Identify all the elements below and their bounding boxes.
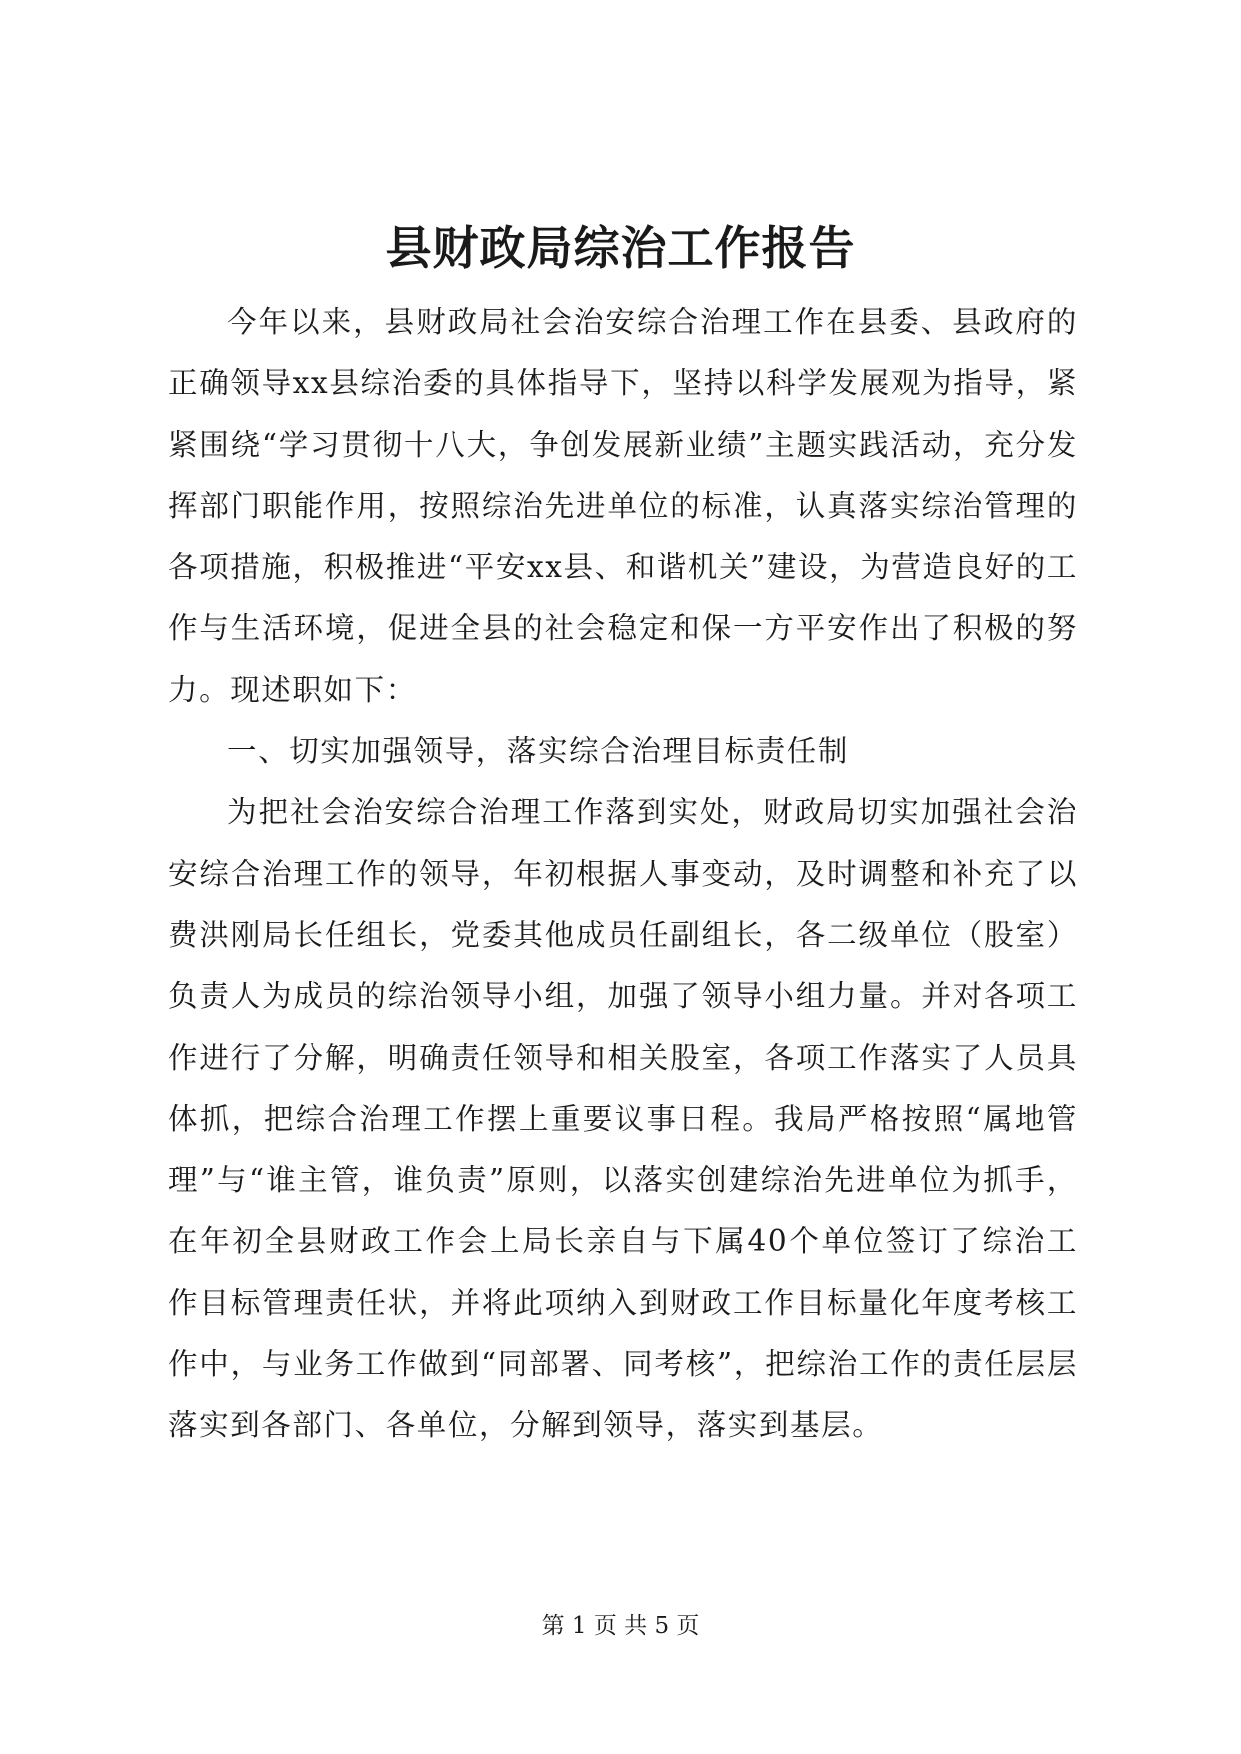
page-number-footer: 第 1 页 共 5 页 [541, 1613, 700, 1639]
document-body [168, 292, 1078, 1457]
document-title: 县财政局综治工作报告 [385, 221, 856, 275]
section-heading-1: 一、切实加强领导，落实综合治理目标责任制 [227, 734, 850, 769]
intro-paragraph: 今年以来，县财政局社会治安综合治理工作在县委、县政府的正确领导xx县综治委的具体指导下，坚持以科学发展观为指导，紧紧围绕“学习贯彻十八大，争创发展新业绩”主题实践活动，充分发挥部门职能作用，按照综治先进单位的标准，认真落实综治管理的各项措施，积极推进“平安xx县、和谐机关”建设，为营造良好的工作与生活环境，促进全县的社会稳定和保一方平安作出了积极的努力。现述职如下： [168, 305, 1078, 707]
section-1-paragraph: 为把社会治安综合治理工作落到实处，财政局切实加强社会治安综合治理工作的领导，年初根据人事变动，及时调整和补充了以费洪刚局长任组长，党委其他成员任副组长，各二级单位（股室）负责人为成员的综治领导小组，加强了领导小组力量。并对各项工作进行了分解，明确责任领导和相关股室，各项工作落实了人员具体抓，把综合治理工作摆上重要议事日程。我局严格按照“属地管理”与“谁主管，谁负责”原则，以落实创建综治先进单位为抓手，在年初全县财政工作会上局长亲自与下属40个单位签订了综治工作目标管理责任状，并将此项纳入到财政工作目标量化年度考核工作中，与业务工作做到“同部署、同考核”，把综治工作的责任层层落实到各部门、各单位，分解到领导，落实到基层。 [168, 795, 1078, 1443]
